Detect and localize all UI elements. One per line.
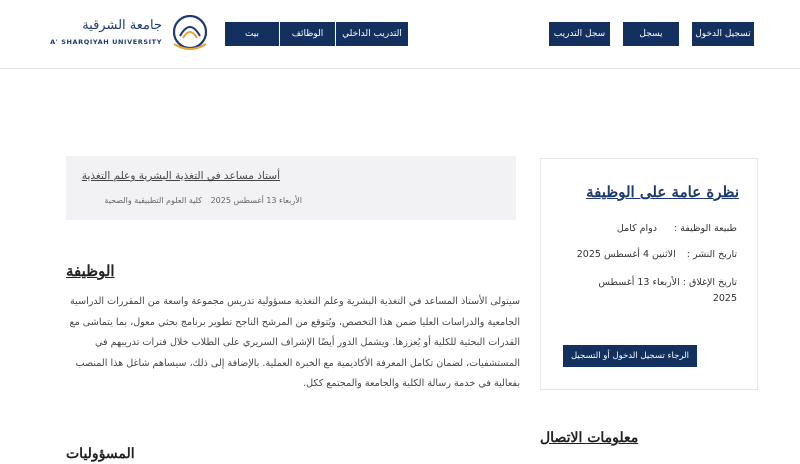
overview-label: طبيعة الوظيفة (680, 223, 737, 234)
overview-value: دوام كامل (616, 223, 657, 234)
overview-label: تاريخ الإغلاق (689, 277, 737, 288)
nav-divider (279, 22, 280, 46)
login-button[interactable]: تسجيل الدخول (692, 22, 754, 46)
contact-info-title: معلومات الاتصال (540, 430, 639, 446)
job-date: الأربعاء 13 أغسطس 2025 (210, 196, 302, 205)
overview-value: الاثنين 4 أغسطس 2025 (576, 249, 676, 260)
responsibilities-title: المسؤوليات (66, 446, 135, 462)
overview-title: نظرة عامة على الوظيفة (586, 183, 739, 201)
nav-jobs[interactable]: الوظائف (280, 22, 335, 46)
nav-home[interactable]: بيت (225, 22, 279, 46)
login-or-register-button[interactable]: الرجاء تسجيل الدخول أو التسجيل (563, 345, 697, 367)
training-register-button[interactable]: سجل التدريب (549, 22, 610, 46)
logo-arabic-text: جامعة الشرقية (82, 18, 162, 33)
university-emblem-icon (168, 14, 210, 54)
nav-divider (335, 22, 336, 46)
job-section-title: الوظيفة (66, 262, 115, 280)
job-description: سيتولى الأستاذ المساعد في التغذية البشرية وعلم التغذية مسؤولية تدريس مجموعة واسعة من المقررات الدراسية الجامعية والدراسات العليا ضمن هذا التخصص، ويُتوقع من المرشح الناجح تطوير برنامج بحثي معول، بما يتماشى مع القدرات البحثية للكلية أو يُعززها. ويشمل الدور أيضًا الإشراف السريري على الطلاب خلال فترات تدريبهم في المستشفيات، لضمان تكامل المعرفة الأكاديمية مع الخبرة العملية. بالإضافة إلى ذلك، سيساهم شاغل هذا المنصب بفعالية في خدمة رسالة الكلية والجامعة والمجتمع ككل. (69, 296, 520, 389)
overview-row-posted: تاريخ النشر : الاثنين 4 أغسطس 2025 (576, 249, 737, 260)
job-college: كلية العلوم التطبيقية والصحية (104, 196, 202, 205)
university-logo[interactable] (50, 14, 210, 54)
job-summary-card (66, 156, 516, 220)
overview-row-type: طبيعة الوظيفة : دوام كامل (616, 223, 737, 234)
site-header (0, 0, 800, 69)
overview-label: تاريخ النشر (692, 249, 737, 260)
job-overview-panel (540, 158, 758, 390)
job-title-link[interactable]: أستاذ مساعد في التغذية البشرية وعلم التغذية (81, 170, 280, 182)
register-button[interactable]: يسجل (623, 22, 679, 46)
overview-value: الأربعاء 13 أغسطس 2025 (598, 277, 737, 304)
overview-row-closing: تاريخ الإغلاق : الأربعاء 13 أغسطس 2025 (598, 277, 737, 304)
logo-english-text: A' SHARQIYAH UNIVERSITY (50, 38, 162, 46)
nav-internship[interactable]: التدريب الداخلي (336, 22, 408, 46)
